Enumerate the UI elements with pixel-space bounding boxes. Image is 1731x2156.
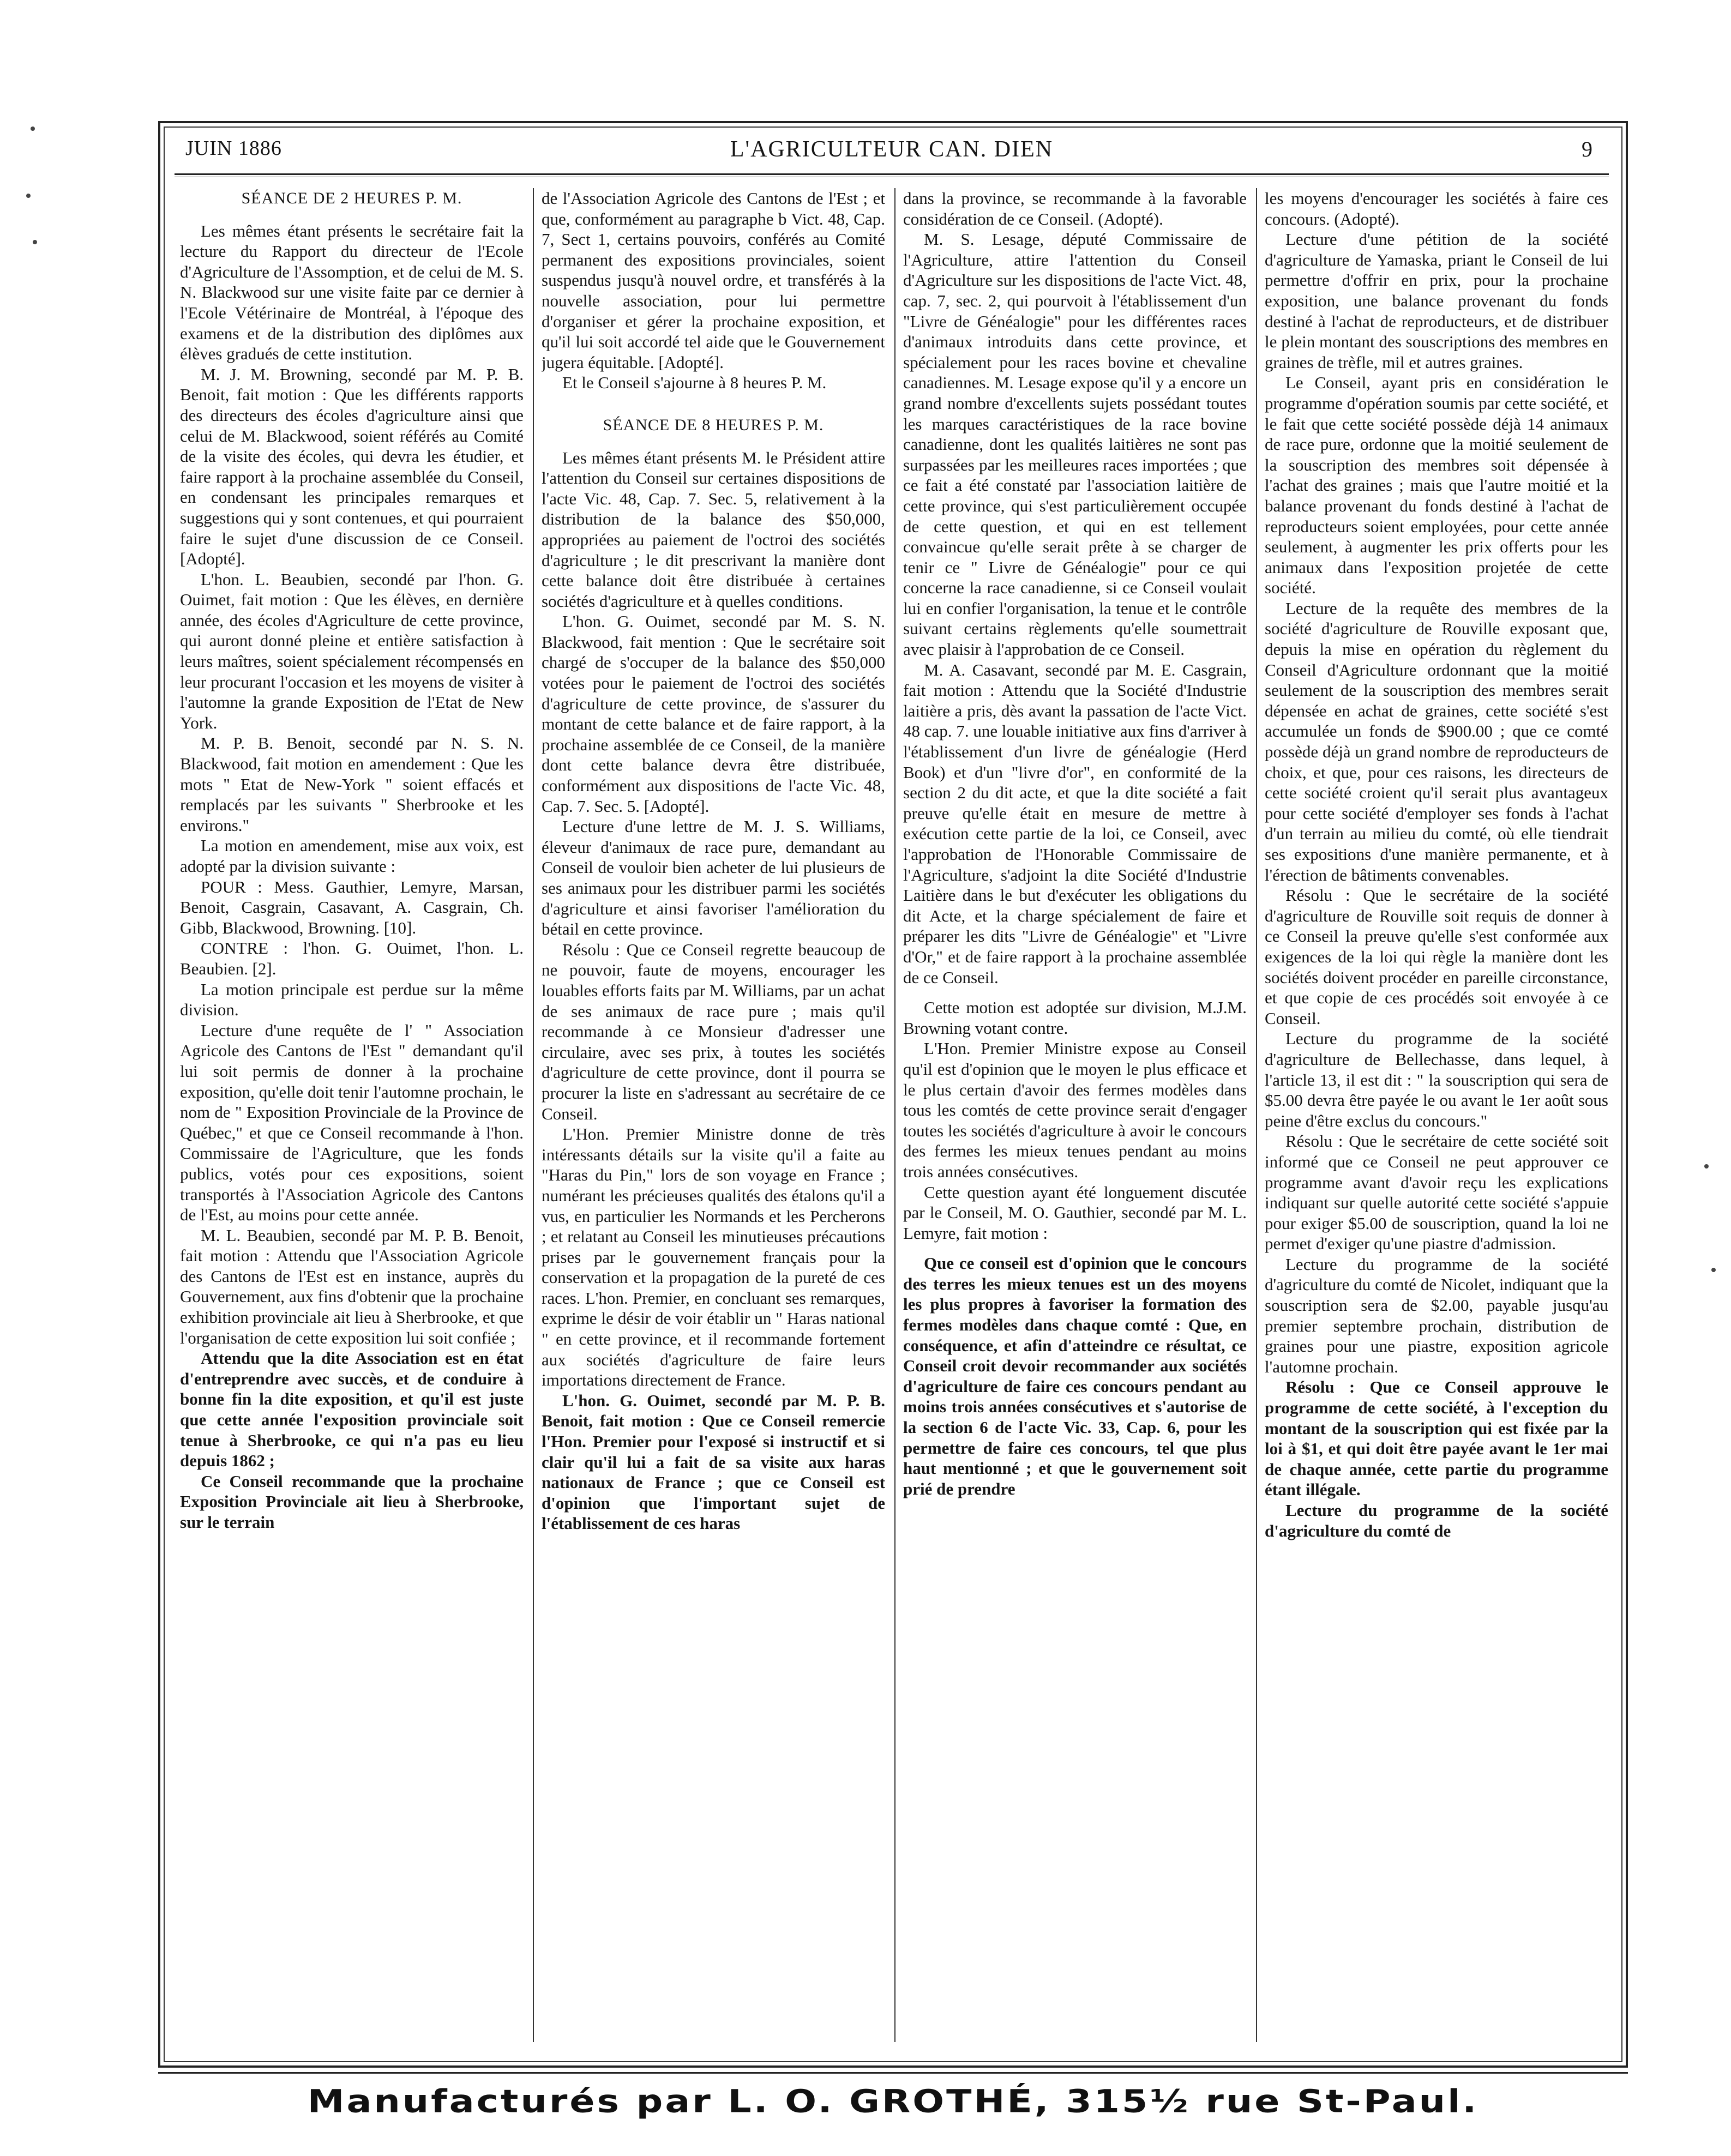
paragraph: Lecture d'une requête de l' " Association Agricole des Cantons de l'Est " demandant qu'il lui soit permis de donner à la prochaine exposition, qu'elle doit tenir l'automne prochain, le nom de " Exposition Provinciale de la Province de Québec," et que ce Conseil recommande à l'hon. Commissaire de l'Agriculture, que les fonds publics, votés pour ces expositions, soient transportés à l'Association Agricole des Cantons de l'Est, au moins pour cette année. [180,1020,524,1225]
scan-speck [1704,1164,1709,1169]
paragraph: La motion en amendement, mise aux voix, est adopté par la division suivante : [180,836,524,876]
paragraph: Lecture du programme de la société d'agriculture du comté de [1265,1501,1608,1540]
page-header [180,136,1603,169]
paragraph: Et le Conseil s'ajourne à 8 heures P. M. [562,373,827,393]
paragraph: Résolu : Que le secrétaire de la société d'agriculture de Rouville soit requis de donner à ce Conseil la preuve qu'elle s'est conformée aux exigences de la loi qui règle la manière dont les sociétés doivent procéder en pareille circonstance, et que copie de ces procédés soit envoyée à ce Conseil. [1265,886,1608,1028]
paragraph: M. P. B. Benoit, secondé par N. S. N. Blackwood, fait motion en amendement : Que les mots " Etat de New-York " soient effacés et remplacés par les suivants " Sherbrooke et les environs." [180,733,524,835]
page-number: 9 [1582,137,1592,161]
session-heading: SÉANCE DE 8 HEURES P. M. [603,415,824,434]
paragraph: Les mêmes étant présents le secrétaire fait la lecture du Rapport du directeur de l'Ecole d'Agriculture de l'Assomption, et de celui de M. S. N. Blackwood sur une visite faite par ce dernier à l'Ecole Vétérinaire de Montréal, à l'époque des examens et de la distribution des diplômes aux élèves gradués de cette institution. [180,221,524,364]
column-divider [533,188,534,2042]
issue-date: JUIN 1886 [185,137,282,160]
paragraph: Cette motion est adoptée sur division, M.J.M. Browning votant contre. [903,998,1247,1038]
paragraph: L'hon. G. Ouimet, secondé par M. S. N. Blackwood, fait mention : Que le secrétaire soit chargé de s'occuper de la balance des $50,000 votées pour le paiement de l'octroi des sociétés d'agriculture de cette province, de s'assurer du montant de cette balance et de faire rapport, à la prochaine assemblée de ce Conseil, de la manière dont cette balance devra être distribuée, conformément aux dispositions de l'acte Vic. 48, Cap. 7. Sec. 5. [Adopté]. [542,612,885,816]
scan-speck [1711,1268,1716,1272]
paragraph: Résolu : Que ce Conseil approuve le programme de cette société, à l'exception du montant de la souscription qui est fixée par la loi à $1, et qui doit être payée avant le 1er mai de chaque année, cette partie du programme étant illégale. [1265,1377,1608,1499]
paragraph: CONTRE : l'hon. G. Ouimet, l'hon. L. Beaubien. [2]. [180,938,524,978]
paragraph: Que ce conseil est d'opinion que le concours des terres les mieux tenues est un des moyens les plus propres à favoriser la formation des fermes modèles dans chaque comté : Que, en conséquence, et afin d'atteindre ce résultat, ce Conseil croit devoir recommander aux sociétés d'agriculture de faire ces concours pendant au moins trois années consécutives et s'autorise de la section 6 de l'acte Vic. 33, Cap. 6, pour les permettre de faire ces concours, tel que plus haut mentionné ; et que le gouvernement soit prié de prendre [903,1254,1247,1498]
column-2 [542,188,885,2042]
paragraph: POUR : Mess. Gauthier, Lemyre, Marsan, Benoit, Casgrain, Casavant, A. Casgrain, Ch. Gibb, Blackwood, Browning. [10]. [180,877,524,937]
paragraph: M. S. Lesage, député Commissaire de l'Agriculture, attire l'attention du Conseil d'Agriculture sur les dispositions de l'acte Vict. 48, cap. 7, sec. 2, qui pourvoit à l'établissement d'un "Livre de Généalogie" pour les différentes races d'animaux introduits dans cette province, et spécialement pour les races bovine et chevaline canadiennes. M. Lesage expose qu'il y a encore un grand nombre d'excellents sujets possédant toutes les marques caractéristiques de la race bovine canadienne, dont les qualités laitières ne sont pas surpassées par les meilleures races importées ; que ce fait a été constaté par l'association laitière de cette province, qui s'est particulièrement occupée de cette question, et qui en est tellement convaincue qu'elle serait prête à se charger de tenir ce " Livre de Généalogie" pour ce qui concerne la race canadienne, si ce Conseil voulait lui en confier l'organisation, la tenue et le contrôle suivant certains règlements qu'elle soumettrait avec plaisir à l'approbation de ce Conseil. [903,230,1247,659]
paragraph: dans la province, se recommande à la favorable considération de ce Conseil. (Adopté). [903,189,1247,228]
column-divider [1256,188,1257,2042]
paragraph: L'Hon. Premier Ministre expose au Conseil qu'il est d'opinion que le moyen le plus efficace et le plus certain d'avoir des fermes modèles dans tous les comtés de cette province serait d'engager toutes les sociétés d'agriculture à avoir le concours des fermes les mieux tenues pendant au moins trois années consécutives. [903,1039,1247,1181]
paragraph: Résolu : Que le secrétaire de cette société soit informé que ce Conseil ne peut approuver ce programme avant d'avoir reçu les explications indiquant sur quelle autorité cette société s'appuie pour exiger $5.00 de souscription, quand la loi ne permet d'exiger qu'une piastre d'admission. [1265,1131,1608,1254]
footer-rule [158,2072,1628,2074]
paragraph: Lecture du programme de la société d'agriculture de Bellechasse, dans lequel, à l'article 13, il est dit : " la souscription qui sera de $5.00 devra être payée le ou avant le 1er août sous peine d'être exclus du concours." [1265,1029,1608,1130]
paragraph: Le Conseil, ayant pris en considération le programme d'opération soumis par cette société, et le fait que cette société possède déjà 14 animaux de race pure, ordonne que la moitié seulement de la souscription des membres soit dépensée à l'achat des graines ; mais que l'autre moitié et la balance provenant du fonds destiné à l'achat de reproducteurs soient employées, pour cette année seulement, à augmenter les prix offerts pour les animaux dans l'exposition projetée de cette société. [1265,373,1608,598]
paragraph: de l'Association Agricole des Cantons de l'Est ; et que, conformément au paragraphe b Vict. 48, Cap. 7, Sect 1, certains pouvoirs, conférés au Comité permanent des expositions provinciales, soient suspendus jusqu'à nouvel ordre, et transférés à la nouvelle association, pour lui permettre d'organiser et gérer la prochaine exposition, et qu'il lui soit accordé tel aide que le Gouvernement jugera équitable. [Adopté]. [542,189,885,372]
paragraph: La motion principale est perdue sur la même division. [180,979,524,1020]
paragraph: L'hon. L. Beaubien, secondé par l'hon. G. Ouimet, fait motion : Que les élèves, en dernière année, des écoles d'Agriculture de cette province, qui auront donné pleine et entière satisfaction à leurs maîtres, soient spécialement récompensés en leur procurant l'occasion et les moyens de visiter à l'automne la grande Exposition de l'Etat de New York. [180,569,524,732]
paragraph: L'hon. G. Ouimet, secondé par M. P. B. Benoit, fait motion : Que ce Conseil remercie l'Hon. Premier pour l'exposé si instructif et si clair qu'il lui a fait de sa visite aux haras nationaux de France ; que ce Conseil est d'opinion que l'important sujet de l'établissement de ces haras [542,1390,885,1533]
paragraph: Les mêmes étant présents M. le Président attire l'attention du Conseil sur certaines dispositions de l'acte Vic. 48, Cap. 7. Sec. 5, relativement à la distribution de la balance des $50,000, appropriées au paiement de l'octroi des sociétés d'agriculture ; le dit prescrivant la manière dont cette balance doit être distribuée à certaines sociétés d'agriculture et à quelles conditions. [542,448,885,611]
paragraph: les moyens d'encourager les sociétés à faire ces concours. (Adopté). [1265,189,1608,228]
footer-advertisement: Manufacturés par L. O. GROTHÉ, 315½ rue St-Paul. [307,2083,1479,2121]
scan-speck [31,127,35,131]
paragraph: M. L. Beaubien, secondé par M. P. B. Benoit, fait motion : Attendu que l'Association Agricole des Cantons de l'Est est en instance, auprès du Gouvernement, aux fins d'obtenir que la prochaine exhibition provinciale ait lieu à Sherbrooke, et que l'organisation de cette exposition lui soit confiée ; [180,1225,524,1347]
paragraph: Ce Conseil recommande que la prochaine Exposition Provinciale ait lieu à Sherbrooke, sur le terrain [180,1471,524,1532]
paragraph: Lecture d'une lettre de M. J. S. Williams, éleveur d'animaux de race pure, demandant au Conseil de vouloir bien acheter de lui plusieurs de ses animaux pour les distribuer parmi les sociétés d'agriculture et ainsi favoriser l'amélioration du bétail en cette province. [542,817,885,939]
paragraph: Lecture d'une pétition de la société d'agriculture de Yamaska, priant le Conseil de lui permettre d'offrir en prix, pour la prochaine exposition, une balance provenant du fonds destiné à l'achat de reproducteurs, et de distribuer le plein montant des souscriptions des membres en graines de trèfle, mil et autres graines. [1265,230,1608,372]
paragraph: L'Hon. Premier Ministre donne de très intéressants détails sur la visite qu'il a faite au "Haras du Pin," lors de son voyage en France ; numérant les précieuses qualités des étalons qu'il a vus, en particulier les Normands et les Percherons ; et relatant au Conseil les minutieuses précautions prises par le gouvernement français pour la conservation et la propagation de la pureté de ces races. L'hon. Premier, en concluant ses remarques, exprime le désir de voir établir un " Haras national " en cette province, et il recommande fortement aux sociétés d'agriculture de faire leurs importations directement de France. [542,1124,885,1390]
column-1 [180,188,524,2042]
scan-speck [33,240,37,244]
paragraph: Attendu que la dite Association est en état d'entreprendre avec succès, et de conduire à bonne fin la dite exposition, et qu'il est juste que cette année l'exposition provinciale soit tenue à Sherbrooke, ce qui n'a pas eu lieu depuis 1862 ; [180,1348,524,1471]
paragraph: M. A. Casavant, secondé par M. E. Casgrain, fait motion : Attendu que la Société d'Industrie laitière a pris, dès avant la passation de l'acte Vict. 48 cap. 7. une louable initiative aux fins d'arriver à l'établissement d'un livre de généalogie (Herd Book) et d'un "livre d'or", en conformité de la section 2 du dit acte, et que la dite société a fait preuve qu'elle était en mesure de mettre à exécution cette partie de la loi, ce Conseil, avec l'approbation de l'Honorable Commissaire de l'Agriculture, s'adjoint la dite Société d'Industrie Laitière dans le but d'exécuter les obligations du dit Acte, et la charge spécialement de faire et préparer les dits "Livre de Généalogie" et "Livre d'Or," et de faire rapport à la prochaine assemblée de ce Conseil. [903,660,1247,987]
column-4 [1265,188,1608,2042]
scan-speck [26,194,31,198]
journal-title: L'AGRICULTEUR CAN. DIEN [730,137,1054,162]
paragraph: Résolu : Que ce Conseil regrette beaucoup de ne pouvoir, faute de moyens, encourager les louables efforts faits par M. Williams, par un achat de ses animaux de race pure ; mais qu'il recommande à ce Monsieur d'adresser une circulaire, avec ses prix, à toutes les sociétés d'agriculture de cette province, dont il pourra se procurer la liste en s'adressant au secrétaire de ce Conseil. [542,940,885,1123]
column-3 [903,188,1247,2042]
header-rule [175,173,1609,175]
paragraph: Cette question ayant été longuement discutée par le Conseil, M. O. Gauthier, secondé par M. L. Lemyre, fait motion : [903,1182,1247,1243]
paragraph: Lecture de la requête des membres de la société d'agriculture de Rouville exposant que, depuis la mise en opération du règlement du Conseil d'Agriculture ordonnant que la moitié seulement de la souscription des membres serait dépensée en achat de graines, cette société s'est accumulée un fonds de $900.00 ; que ce comté possède déjà un grand nombre de reproducteurs de choix, et que, pour ces raisons, les directeurs de cette société croient qu'il serait plus avantageux pour cette société d'employer ses fonds à l'achat d'un terrain au milieu du comté, où elle tiendrait ses expositions d'une manière permanente, et à l'érection de bâtiments convenables. [1265,598,1608,884]
paragraph: Lecture du programme de la société d'agriculture du comté de Nicolet, indiquant que la souscription sera de $2.00, payable jusqu'au premier septembre prochain, distribution de graines pour une piastre, exposition agricole l'automne prochain. [1265,1254,1608,1376]
column-divider [894,188,895,2042]
session-heading: SÉANCE DE 2 HEURES P. M. [241,189,462,207]
paragraph: M. J. M. Browning, secondé par M. P. B. Benoit, fait motion : Que les différents rapports des directeurs des écoles d'agriculture ainsi que celui de M. Blackwood, soient référés au Comité de la visite des écoles, qui devra les étudier, et faire rapport à la prochaine assemblée du Conseil, en condensant les principales remarques et suggestions qui y sont contenues, et qui pourraient faire le sujet d'une discussion de ce Conseil. [Adopté]. [180,364,524,569]
